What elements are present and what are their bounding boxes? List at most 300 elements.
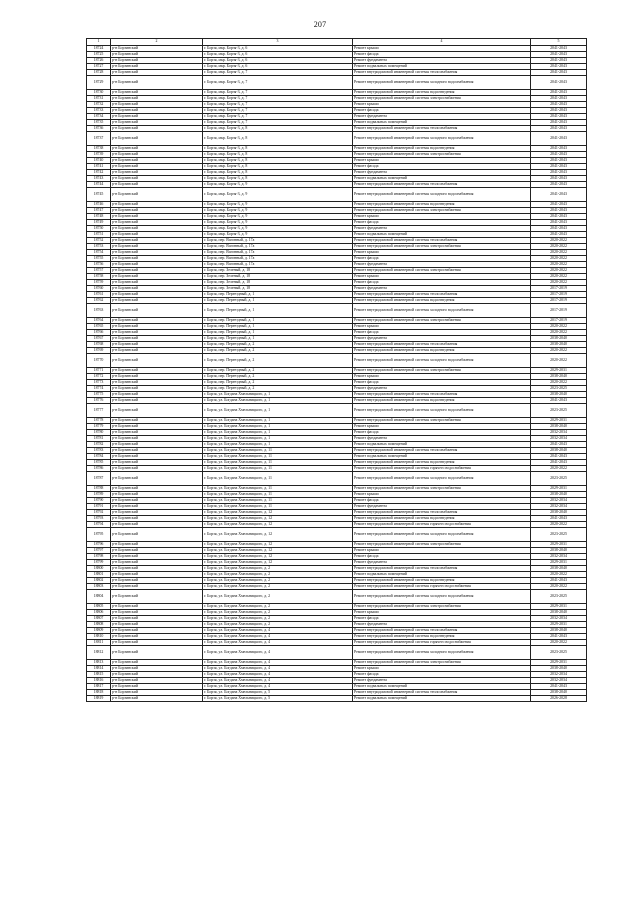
cell-period: 2038-2040 <box>531 665 587 671</box>
cell-district: р-н Борзинский <box>111 69 203 75</box>
cell-period: 2023-2025 <box>531 645 587 659</box>
cell-number: 18758 <box>87 273 111 279</box>
cell-number: 18729 <box>87 75 111 89</box>
cell-period: 2020-2022 <box>531 237 587 243</box>
cell-work-type: Ремонт внутридомовой инженерной системы холодного водоснабжения <box>353 589 531 603</box>
cell-district: р-н Борзинский <box>111 509 203 515</box>
cell-district: р-н Борзинский <box>111 527 203 541</box>
cell-district: р-н Борзинский <box>111 125 203 131</box>
cell-work-type: Ремонт фасада <box>353 219 531 225</box>
cell-work-type: Ремонт фасада <box>353 107 531 113</box>
cell-number: 18724 <box>87 45 111 51</box>
cell-district: р-н Борзинский <box>111 485 203 491</box>
cell-district: р-н Борзинский <box>111 273 203 279</box>
cell-district: р-н Борзинский <box>111 131 203 145</box>
cell-work-type: Ремонт фундамента <box>353 113 531 119</box>
cell-work-type: Ремонт внутридомовой инженерной системы водоотведения <box>353 397 531 403</box>
cell-work-type: Ремонт подвальных помещений <box>353 453 531 459</box>
cell-work-type: Ремонт крыши <box>353 665 531 671</box>
cell-period: 2020-2022 <box>531 329 587 335</box>
repair-schedule-table <box>86 38 587 702</box>
cell-district: р-н Борзинский <box>111 633 203 639</box>
cell-number: 18759 <box>87 279 111 285</box>
table-row <box>87 75 587 89</box>
cell-address: г. Борзя, мкр. Борзя-3, д. 6 <box>203 63 353 69</box>
cell-address: г. Борзя, мкр. Борзя-3, д. 8 <box>203 175 353 181</box>
cell-district: р-н Борзинский <box>111 63 203 69</box>
cell-number: 18733 <box>87 107 111 113</box>
cell-number: 18770 <box>87 353 111 367</box>
cell-work-type: Ремонт подвальных помещений <box>353 571 531 577</box>
cell-period: 2041-2043 <box>531 131 587 145</box>
cell-number: 18749 <box>87 219 111 225</box>
cell-address: г. Борзя, ул. Богдана Хмельницкого, д. 4 <box>203 665 353 671</box>
cell-period: 2020-2022 <box>531 255 587 261</box>
cell-district: р-н Борзинский <box>111 187 203 201</box>
cell-address: г. Борзя, мкр. Борзя-3, д. 7 <box>203 107 353 113</box>
cell-address: г. Борзя, ул. Богдана Хмельницкого, д. 5 <box>203 695 353 701</box>
cell-district: р-н Борзинский <box>111 373 203 379</box>
cell-address: г. Борзя, мкр. Борзя-3, д. 7 <box>203 95 353 101</box>
cell-district: р-н Борзинский <box>111 107 203 113</box>
cell-period: 2020-2022 <box>531 323 587 329</box>
cell-number: 18809 <box>87 627 111 633</box>
cell-period: 2017-2019 <box>531 317 587 323</box>
cell-work-type: Ремонт внутридомовой инженерной системы водоотведения <box>353 89 531 95</box>
cell-period: 2023-2025 <box>531 385 587 391</box>
cell-district: р-н Борзинский <box>111 577 203 583</box>
cell-district: р-н Борзинский <box>111 225 203 231</box>
cell-period: 2029-2031 <box>531 367 587 373</box>
cell-period: 2029-2031 <box>531 417 587 423</box>
cell-work-type: Ремонт внутридомовой инженерной системы электроснабжения <box>353 367 531 373</box>
cell-period: 2041-2043 <box>531 683 587 689</box>
cell-number: 18746 <box>87 201 111 207</box>
cell-address: г. Борзя, ул. Богдана Хмельницкого, д. 11 <box>203 459 353 465</box>
cell-period: 2038-2040 <box>531 627 587 633</box>
column-header: 3 <box>203 39 353 46</box>
cell-address: г. Борзя, ул. Богдана Хмельницкого, д. 4 <box>203 627 353 633</box>
cell-work-type: Ремонт фундамента <box>353 503 531 509</box>
cell-period: 2023-2025 <box>531 471 587 485</box>
cell-number: 18816 <box>87 677 111 683</box>
cell-address: г. Борзя, пер. Переездный, д. 1 <box>203 291 353 297</box>
cell-work-type: Ремонт внутридомовой инженерной системы электроснабжения <box>353 95 531 101</box>
cell-address: г. Борзя, мкр. Борзя-3, д. 6 <box>203 45 353 51</box>
cell-address: г. Борзя, ул. Богдана Хмельницкого, д. 1 <box>203 441 353 447</box>
cell-work-type: Ремонт фундамента <box>353 57 531 63</box>
cell-work-type: Ремонт внутридомовой инженерной системы электроснабжения <box>353 485 531 491</box>
cell-address: г. Борзя, ул. Богдана Хмельницкого, д. 1 <box>203 403 353 417</box>
cell-work-type: Ремонт внутридомовой инженерной системы электроснабжения <box>353 267 531 273</box>
cell-work-type: Ремонт внутридомовой инженерной системы водоотведения <box>353 577 531 583</box>
cell-period: 2041-2043 <box>531 163 587 169</box>
cell-district: р-н Борзинский <box>111 571 203 577</box>
cell-address: г. Борзя, ул. Богдана Хмельницкого, д. 1 <box>203 435 353 441</box>
cell-address: г. Борзя, мкр. Борзя-3, д. 6 <box>203 57 353 63</box>
cell-district: р-н Борзинский <box>111 113 203 119</box>
cell-work-type: Ремонт внутридомовой инженерной системы горячего водоснабжения <box>353 583 531 589</box>
cell-period: 2023-2025 <box>531 403 587 417</box>
cell-district: р-н Борзинский <box>111 291 203 297</box>
cell-district: р-н Борзинский <box>111 695 203 701</box>
cell-work-type: Ремонт внутридомовой инженерной системы холодного водоснабжения <box>353 75 531 89</box>
cell-work-type: Ремонт крыши <box>353 609 531 615</box>
cell-period: 2038-2040 <box>531 509 587 515</box>
cell-address: г. Борзя, пер. Вагонный, д. 17а <box>203 249 353 255</box>
cell-work-type: Ремонт крыши <box>353 213 531 219</box>
cell-address: г. Борзя, ул. Богдана Хмельницкого, д. 1 <box>203 423 353 429</box>
cell-period: 2032-2034 <box>531 435 587 441</box>
cell-number: 18818 <box>87 689 111 695</box>
table-row <box>87 589 587 603</box>
cell-district: р-н Борзинский <box>111 379 203 385</box>
cell-district: р-н Борзинский <box>111 51 203 57</box>
cell-address: г. Борзя, мкр. Борзя-3, д. 7 <box>203 101 353 107</box>
cell-district: р-н Борзинский <box>111 249 203 255</box>
cell-number: 18815 <box>87 671 111 677</box>
cell-district: р-н Борзинский <box>111 397 203 403</box>
cell-work-type: Ремонт внутридомовой инженерной системы электроснабжения <box>353 417 531 423</box>
cell-address: г. Борзя, мкр. Борзя-3, д. 9 <box>203 225 353 231</box>
cell-district: р-н Борзинский <box>111 677 203 683</box>
cell-work-type: Ремонт крыши <box>353 373 531 379</box>
cell-number: 18727 <box>87 63 111 69</box>
cell-address: г. Борзя, пер. Переездный, д. 2 <box>203 367 353 373</box>
cell-number: 18751 <box>87 231 111 237</box>
cell-period: 2038-2040 <box>531 547 587 553</box>
cell-work-type: Ремонт внутридомовой инженерной системы холодного водоснабжения <box>353 187 531 201</box>
cell-period: 2041-2043 <box>531 169 587 175</box>
cell-period: 2020-2022 <box>531 243 587 249</box>
cell-period: 2041-2043 <box>531 515 587 521</box>
cell-address: г. Борзя, ул. Богдана Хмельницкого, д. 1 <box>203 417 353 423</box>
cell-district: р-н Борзинский <box>111 503 203 509</box>
cell-period: 2038-2040 <box>531 565 587 571</box>
cell-period: 2032-2034 <box>531 671 587 677</box>
cell-address: г. Борзя, ул. Богдана Хмельницкого, д. 1 <box>203 397 353 403</box>
cell-address: г. Борзя, ул. Богдана Хмельницкого, д. 12 <box>203 541 353 547</box>
cell-district: р-н Борзинский <box>111 101 203 107</box>
cell-work-type: Ремонт внутридомовой инженерной системы теплоснабжения <box>353 341 531 347</box>
cell-address: г. Борзя, мкр. Борзя-3, д. 6 <box>203 51 353 57</box>
cell-number: 18776 <box>87 397 111 403</box>
cell-number: 18787 <box>87 471 111 485</box>
cell-work-type: Ремонт внутридомовой инженерной системы теплоснабжения <box>353 447 531 453</box>
cell-district: р-н Борзинский <box>111 659 203 665</box>
cell-work-type: Ремонт внутридомовой инженерной системы теплоснабжения <box>353 69 531 75</box>
cell-work-type: Ремонт фасада <box>353 279 531 285</box>
cell-address: г. Борзя, пер. Зеленый, д. 18 <box>203 267 353 273</box>
cell-work-type: Ремонт крыши <box>353 157 531 163</box>
cell-number: 18755 <box>87 255 111 261</box>
cell-district: р-н Борзинский <box>111 589 203 603</box>
cell-number: 18789 <box>87 491 111 497</box>
cell-number: 18794 <box>87 521 111 527</box>
cell-number: 18728 <box>87 69 111 75</box>
cell-work-type: Ремонт крыши <box>353 249 531 255</box>
page-number: 207 <box>313 20 327 29</box>
cell-number: 18804 <box>87 589 111 603</box>
cell-address: г. Борзя, ул. Богдана Хмельницкого, д. 4 <box>203 677 353 683</box>
cell-address: г. Борзя, ул. Богдана Хмельницкого, д. 12 <box>203 547 353 553</box>
cell-address: г. Борзя, мкр. Борзя-3, д. 7 <box>203 75 353 89</box>
cell-number: 18817 <box>87 683 111 689</box>
cell-number: 18748 <box>87 213 111 219</box>
cell-work-type: Ремонт внутридомовой инженерной системы электроснабжения <box>353 243 531 249</box>
cell-address: г. Борзя, пер. Вагонный, д. 17а <box>203 243 353 249</box>
cell-work-type: Ремонт фундамента <box>353 385 531 391</box>
cell-address: г. Борзя, ул. Богдана Хмельницкого, д. 12 <box>203 509 353 515</box>
cell-address: г. Борзя, ул. Богдана Хмельницкого, д. 2 <box>203 583 353 589</box>
cell-period: 2032-2034 <box>531 615 587 621</box>
cell-address: г. Борзя, пер. Переездный, д. 1 <box>203 323 353 329</box>
cell-period: 2041-2043 <box>531 89 587 95</box>
cell-period: 2032-2034 <box>531 497 587 503</box>
cell-period: 2023-2025 <box>531 527 587 541</box>
cell-work-type: Ремонт внутридомовой инженерной системы теплоснабжения <box>353 291 531 297</box>
cell-address: г. Борзя, мкр. Борзя-3, д. 9 <box>203 219 353 225</box>
cell-district: р-н Борзинский <box>111 157 203 163</box>
cell-address: г. Борзя, ул. Богдана Хмельницкого, д. 2 <box>203 603 353 609</box>
cell-address: г. Борзя, мкр. Борзя-3, д. 9 <box>203 187 353 201</box>
cell-district: р-н Борзинский <box>111 603 203 609</box>
cell-district: р-н Борзинский <box>111 329 203 335</box>
cell-period: 2017-2019 <box>531 297 587 303</box>
cell-district: р-н Борзинский <box>111 471 203 485</box>
cell-period: 2041-2043 <box>531 57 587 63</box>
cell-district: р-н Борзинский <box>111 175 203 181</box>
cell-work-type: Ремонт фундамента <box>353 559 531 565</box>
cell-district: р-н Борзинский <box>111 429 203 435</box>
cell-district: р-н Борзинский <box>111 317 203 323</box>
cell-period: 2041-2043 <box>531 95 587 101</box>
cell-address: г. Борзя, мкр. Борзя-3, д. 8 <box>203 163 353 169</box>
cell-work-type: Ремонт подвальных помещений <box>353 231 531 237</box>
cell-number: 18744 <box>87 181 111 187</box>
cell-district: р-н Борзинский <box>111 435 203 441</box>
cell-address: г. Борзя, ул. Богдана Хмельницкого, д. 11 <box>203 491 353 497</box>
cell-work-type: Ремонт фасада <box>353 379 531 385</box>
cell-district: р-н Борзинский <box>111 609 203 615</box>
cell-number: 18791 <box>87 503 111 509</box>
cell-district: р-н Борзинский <box>111 459 203 465</box>
table-row <box>87 303 587 317</box>
cell-period: 2020-2022 <box>531 521 587 527</box>
cell-work-type: Ремонт внутридомовой инженерной системы холодного водоснабжения <box>353 131 531 145</box>
cell-district: р-н Борзинский <box>111 521 203 527</box>
table-row <box>87 353 587 367</box>
cell-address: г. Борзя, мкр. Борзя-3, д. 8 <box>203 145 353 151</box>
cell-work-type: Ремонт крыши <box>353 101 531 107</box>
cell-period: 2041-2043 <box>531 225 587 231</box>
cell-period: 2032-2034 <box>531 503 587 509</box>
column-header: 5 <box>531 39 587 46</box>
cell-period: 2020-2022 <box>531 639 587 645</box>
table-row <box>87 131 587 145</box>
cell-work-type: Ремонт крыши <box>353 273 531 279</box>
cell-address: г. Борзя, пер. Переездный, д. 1 <box>203 329 353 335</box>
cell-period: 2041-2043 <box>531 107 587 113</box>
cell-address: г. Борзя, мкр. Борзя-3, д. 8 <box>203 131 353 145</box>
cell-number: 18743 <box>87 175 111 181</box>
cell-number: 18805 <box>87 603 111 609</box>
cell-number: 18796 <box>87 541 111 547</box>
cell-number: 18730 <box>87 89 111 95</box>
cell-work-type: Ремонт внутридомовой инженерной системы водоотведения <box>353 515 531 521</box>
cell-period: 2032-2034 <box>531 553 587 559</box>
cell-address: г. Борзя, ул. Богдана Хмельницкого, д. 1 <box>203 391 353 397</box>
cell-district: р-н Борзинский <box>111 231 203 237</box>
cell-period: 2017-2019 <box>531 291 587 297</box>
cell-number: 18737 <box>87 131 111 145</box>
cell-work-type: Ремонт внутридомовой инженерной системы холодного водоснабжения <box>353 471 531 485</box>
cell-district: р-н Борзинский <box>111 541 203 547</box>
cell-period: 2041-2043 <box>531 187 587 201</box>
cell-number: 18814 <box>87 665 111 671</box>
cell-number: 18795 <box>87 527 111 541</box>
cell-address: г. Борзя, мкр. Борзя-3, д. 9 <box>203 201 353 207</box>
cell-address: г. Борзя, пер. Переездный, д. 2 <box>203 341 353 347</box>
cell-district: р-н Борзинский <box>111 201 203 207</box>
cell-period: 2038-2040 <box>531 447 587 453</box>
cell-period: 2041-2043 <box>531 113 587 119</box>
cell-address: г. Борзя, пер. Вагонный, д. 17а <box>203 255 353 261</box>
cell-work-type: Ремонт фасада <box>353 671 531 677</box>
cell-number: 18808 <box>87 621 111 627</box>
cell-address: г. Борзя, ул. Богдана Хмельницкого, д. 2 <box>203 571 353 577</box>
cell-district: р-н Борзинский <box>111 689 203 695</box>
cell-number: 18757 <box>87 267 111 273</box>
cell-district: р-н Борзинский <box>111 261 203 267</box>
cell-district: р-н Борзинский <box>111 297 203 303</box>
cell-work-type: Ремонт внутридомовой инженерной системы водоотведения <box>353 145 531 151</box>
cell-address: г. Борзя, мкр. Борзя-3, д. 7 <box>203 113 353 119</box>
cell-address: г. Борзя, пер. Переездный, д. 2 <box>203 385 353 391</box>
cell-number: 18754 <box>87 249 111 255</box>
cell-address: г. Борзя, ул. Богдана Хмельницкого, д. 2 <box>203 609 353 615</box>
cell-work-type: Ремонт крыши <box>353 423 531 429</box>
cell-period: 2029-2031 <box>531 485 587 491</box>
cell-district: р-н Борзинский <box>111 515 203 521</box>
cell-work-type: Ремонт фундамента <box>353 169 531 175</box>
cell-work-type: Ремонт внутридомовой инженерной системы теплоснабжения <box>353 181 531 187</box>
cell-period: 2041-2043 <box>531 101 587 107</box>
cell-number: 18771 <box>87 367 111 373</box>
cell-work-type: Ремонт внутридомовой инженерной системы горячего водоснабжения <box>353 465 531 471</box>
cell-number: 18792 <box>87 509 111 515</box>
cell-address: г. Борзя, пер. Переездный, д. 1 <box>203 303 353 317</box>
cell-period: 2041-2043 <box>531 231 587 237</box>
cell-district: р-н Борзинский <box>111 75 203 89</box>
cell-district: р-н Борзинский <box>111 347 203 353</box>
cell-number: 18745 <box>87 187 111 201</box>
cell-work-type: Ремонт внутридомовой инженерной системы холодного водоснабжения <box>353 303 531 317</box>
cell-period: 2017-2019 <box>531 285 587 291</box>
cell-number: 18750 <box>87 225 111 231</box>
cell-district: р-н Борзинский <box>111 671 203 677</box>
cell-work-type: Ремонт внутридомовой инженерной системы холодного водоснабжения <box>353 645 531 659</box>
cell-work-type: Ремонт фасада <box>353 615 531 621</box>
cell-address: г. Борзя, ул. Богдана Хмельницкого, д. 4 <box>203 671 353 677</box>
cell-number: 18765 <box>87 323 111 329</box>
cell-period: 2041-2043 <box>531 125 587 131</box>
cell-number: 18800 <box>87 565 111 571</box>
cell-number: 18798 <box>87 553 111 559</box>
cell-period: 2041-2043 <box>531 459 587 465</box>
cell-district: р-н Борзинский <box>111 423 203 429</box>
cell-work-type: Ремонт фундамента <box>353 225 531 231</box>
cell-period: 2038-2040 <box>531 423 587 429</box>
cell-period: 2023-2025 <box>531 589 587 603</box>
cell-district: р-н Борзинский <box>111 237 203 243</box>
cell-address: г. Борзя, мкр. Борзя-3, д. 9 <box>203 207 353 213</box>
cell-period: 2017-2019 <box>531 303 587 317</box>
cell-period: 2020-2022 <box>531 279 587 285</box>
cell-address: г. Борзя, ул. Богдана Хмельницкого, д. 4 <box>203 633 353 639</box>
cell-period: 2041-2043 <box>531 577 587 583</box>
cell-work-type: Ремонт крыши <box>353 45 531 51</box>
cell-number: 18769 <box>87 347 111 353</box>
cell-address: г. Борзя, ул. Богдана Хмельницкого, д. 12 <box>203 527 353 541</box>
cell-district: р-н Борзинский <box>111 119 203 125</box>
cell-address: г. Борзя, пер. Переездный, д. 1 <box>203 317 353 323</box>
cell-district: р-н Борзинский <box>111 645 203 659</box>
cell-number: 18797 <box>87 547 111 553</box>
cell-period: 2029-2031 <box>531 659 587 665</box>
cell-address: г. Борзя, пер. Переездный, д. 2 <box>203 347 353 353</box>
cell-address: г. Борзя, пер. Вагонный, д. 17а <box>203 261 353 267</box>
cell-district: р-н Борзинский <box>111 353 203 367</box>
cell-work-type: Ремонт подвальных помещений <box>353 695 531 701</box>
cell-number: 18738 <box>87 145 111 151</box>
cell-district: р-н Борзинский <box>111 465 203 471</box>
cell-period: 2041-2043 <box>531 181 587 187</box>
cell-address: г. Борзя, мкр. Борзя-3, д. 9 <box>203 231 353 237</box>
cell-number: 18768 <box>87 341 111 347</box>
cell-work-type: Ремонт фасада <box>353 553 531 559</box>
cell-district: р-н Борзинский <box>111 213 203 219</box>
cell-period: 2038-2040 <box>531 341 587 347</box>
cell-period: 2041-2043 <box>531 145 587 151</box>
cell-address: г. Борзя, ул. Богдана Хмельницкого, д. 2 <box>203 565 353 571</box>
cell-period: 2020-2022 <box>531 583 587 589</box>
cell-address: г. Борзя, ул. Богдана Хмельницкого, д. 4 <box>203 659 353 665</box>
cell-district: р-н Борзинский <box>111 491 203 497</box>
cell-number: 18780 <box>87 429 111 435</box>
table-row <box>87 187 587 201</box>
cell-district: р-н Борзинский <box>111 219 203 225</box>
cell-district: р-н Борзинский <box>111 639 203 645</box>
cell-number: 18767 <box>87 335 111 341</box>
cell-number: 18740 <box>87 157 111 163</box>
cell-district: р-н Борзинский <box>111 447 203 453</box>
cell-number: 18762 <box>87 297 111 303</box>
cell-district: р-н Борзинский <box>111 151 203 157</box>
cell-work-type: Ремонт внутридомовой инженерной системы электроснабжения <box>353 207 531 213</box>
cell-district: р-н Борзинский <box>111 615 203 621</box>
cell-work-type: Ремонт внутридомовой инженерной системы водоотведения <box>353 459 531 465</box>
cell-work-type: Ремонт подвальных помещений <box>353 175 531 181</box>
cell-work-type: Ремонт внутридомовой инженерной системы электроснабжения <box>353 659 531 665</box>
cell-number: 18783 <box>87 447 111 453</box>
cell-work-type: Ремонт фасада <box>353 429 531 435</box>
cell-address: г. Борзя, мкр. Борзя-3, д. 8 <box>203 151 353 157</box>
cell-address: г. Борзя, мкр. Борзя-3, д. 8 <box>203 169 353 175</box>
cell-period: 2041-2043 <box>531 119 587 125</box>
cell-period: 2029-2031 <box>531 559 587 565</box>
table-row <box>87 527 587 541</box>
